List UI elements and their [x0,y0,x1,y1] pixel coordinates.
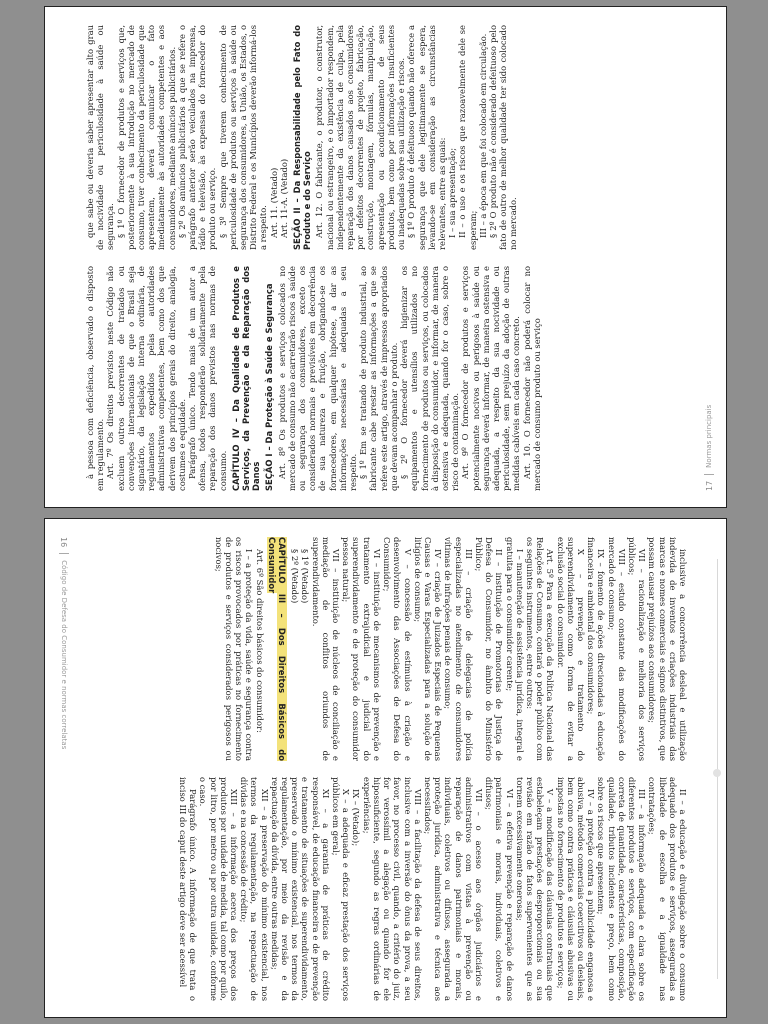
paragraph: XII – a preservação do mínimo existencial, nos termos da regulamentação, na repactuação de dívidas e na concessão de crédito; [239,777,270,1001]
right-column-1 [85,266,676,491]
footer-title: Normas principais [705,404,713,468]
paragraph: § 2º (Vetado) [290,549,301,604]
paragraph: VII – racionalização e melhoria dos serviços públicos; [626,537,648,761]
paragraph: § 2º O fornecedor deverá higienizar os equipamentos e utensílios utilizados no fornecimento de produtos ou serviços, ou colocados à disposição do consumidor, e informar, de maneira ostensiva e adequada, quando for o caso, sobre o risco de contaminação. [399,266,461,491]
left-column-1 [97,537,688,761]
section-heading: CAPÍTULO IV – Da Qualidade de Produtos e Serviços, da Prevenção e da Reparação dos Danos [230,266,262,491]
paragraph: XI – a garantia de práticas de crédito responsável, de educação financeira e de prevenção e tratamento de situações de superendividamento, preservado o mínimo existencial, nos termos da regulamentação, por meio da revisão e da repactuação da dívida, entre outras medidas; [269,777,331,1001]
paragraph: III – criação de delegacias de polícia especializadas no atendimento de consumidores vítimas de infrações penais de consumo; [443,537,474,761]
paragraph: Parágrafo único. Tendo mais de um autor a ofensa, todos responderão solidariamente pela reparação dos danos previstos nas normas de consumo. [187,266,228,491]
page-number: 17 [704,480,714,491]
paragraph: III – a época em que foi colocado em circulação. [477,33,488,238]
paragraph: § 1º O fornecedor de produtos e serviços que, posteriormente à sua introdução no mercado de consumo, tiver conhecimento da periculosidade que apresentem, deverá comunicar o fato imediatamente às autoridades competentes e aos consumidores, mediante anúncios publicitários. [115,25,177,250]
section-heading: SEÇÃO II – Da Responsabilidade pelo Fato do Produto e do Serviço [292,25,313,250]
page-number: 16 [59,537,69,548]
section-heading: CAPÍTULO III – Dos Direitos Básicos do Consumidor [266,537,288,761]
paragraph: Art. 5º Para a execução da Política Nacional das Relações de Consumo, contará o poder público com os seguintes instrumentos, entre outros: [524,537,556,761]
footer-divider [59,553,69,554]
paragraph: VII – instituição de núcleos de conciliação e mediação de conflitos oriundos de superendividamento. [310,537,342,761]
paragraph: I – sua apresentação; [447,147,458,238]
paragraph: Art. 6º São direitos básicos do consumidor: [254,549,265,733]
paragraph: II – a educação e divulgação sobre o consumo adequado dos produtos e serviços, asseguradas a liberdade de escolha e a igualdade nas contratações; [647,777,688,1001]
paragraph: VIII – estudo constante das modificações do mercado de consumo; [606,537,627,761]
paragraph: XIII – a informação acerca dos preços dos produtos por unidade de medida, tal como por quilo, por litro, por metro ou por outra unidade, conforme o caso. [198,777,240,1001]
paragraph: § 2º O produto não é considerado defeituoso pelo fato de outro de melhor qualidade ter sido colocado no mercado. [487,25,519,250]
page-top-ornament [713,559,718,979]
paragraph: V – concessão de estímulos à criação e desenvolvimento das Associações de Defesa do Consumidor; [382,537,413,761]
paragraph: II – o uso e os riscos que razoavelmente dele se esperam; [457,25,478,250]
footer-divider [704,474,714,475]
paragraph: IV – criação de Juizados Especiais de Pequenas Causas e Varas Especializadas para a solução de litígios de consumo; [412,537,444,761]
right-page [44,6,727,508]
right-page-content [45,7,727,508]
right-footer [704,25,714,491]
paragraph: Parágrafo único. A informação de que trata o inciso III do caput deste artigo deve ser acessível [178,777,199,1001]
paragraph: IX – fomento de ações direcionadas à educação financeira e ambiental dos consumidores; [586,537,607,761]
left-column-2 [97,777,688,1001]
right-columns [85,25,676,491]
paragraph: IX – (Vetado); [351,789,362,847]
left-footer [59,537,69,1001]
paragraph: Art. 12. O fabricante, o produtor, o construtor, nacional ou estrangeiro, e o importador respondem, independentemente da existência de culpa, pela reparação dos danos causados aos consumidores por defeitos decorrentes de projeto, fabricação, construção, montagem, fórmulas, manipulação, apresentação ou acondicionamento de seus produtos, bem como por informações insuficientes ou inadequadas sobre sua utilização e riscos. [314,25,407,250]
paragraph: VI – instituição de mecanismos de prevenção e tratamento extrajudicial e judicial do superendividamento e de proteção do consumidor pessoa natural; [341,537,382,761]
paragraph: Art. 9º O fornecedor de produtos e serviços potencialmente nocivos ou perigosos à saúde ou segurança deverá informar, de maneira ostensiva e adequada, a respeito da sua nocividade ou periculosidade, sem prejuízo da adoção de outras medidas cabíveis em cada caso concreto. [460,266,522,491]
paragraph: I – manutenção de assistência jurídica, integral e gratuita para o consumidor carente; [504,537,525,761]
paragraph: § 1º (Vetado) [300,549,311,604]
paragraph: § 1º Em se tratando de produto industrial, ao fabricante cabe prestar as informações a que se refere este artigo, através de impressos apropriados que devam acompanhar o produto. [358,266,399,491]
paragraph: X – a adequada e eficaz prestação dos serviços públicos em geral; [331,777,352,1001]
left-columns [97,537,688,1001]
paragraph: que sabe ou deveria saber apresentar alto grau de nocividade ou periculosidade à saúde ou segurança. [85,25,116,250]
paragraph: VII – o acesso aos órgãos judiciários e administrativos com vistas à prevenção ou reparação de danos patrimoniais e morais, individuais, coletivos ou difusos, assegurada a proteção jurídica, administrativa e técnica aos necessitados; [422,777,484,1001]
paragraph: Art. 8º Os produtos e serviços colocados no mercado de consumo não acarretarão riscos à saúde ou segurança dos consumidores, exceto os considerados normais e previsíveis em decorrência de sua natureza e fruição, obrigando-se os fornecedores, em qualquer hipótese, a dar as informações necessárias e adequadas a seu respeito. [276,266,359,491]
paragraph: II – instituição de Promotorias de Justiça de Defesa do Consumidor, no âmbito do Ministério Público; [473,537,505,761]
paragraph: III – a informação adequada e clara sobre os diferentes produtos e serviços, com especificação correta de quantidade, características, composição, qualidade, tributos incidentes e preço, bem como sobre os riscos que apresentem; [596,777,648,1001]
left-page-content [45,519,727,1018]
paragraph: VI – a efetiva prevenção e reparação de danos patrimoniais e morais, individuais, coletivos e difusos; [484,777,515,1001]
paragraph: I – a proteção da vida, saúde e segurança contra os riscos provocados por práticas no fornecimento de produtos e serviços considerados perigosos ou nocivos; [213,537,255,761]
left-page [44,518,727,1018]
paragraph: Art. 11-A. (Vetado) [278,158,289,238]
footer-title: Código de Defesa do Consumidor e normas correlatas [60,560,68,750]
right-column-2 [85,25,676,250]
paragraph: X – prevenção e tratamento do superendividamento como forma de evitar a exclusão social do consumidor. [555,537,586,761]
paragraph: inclusive a concorrência desleal e utilização indevida de inventos e criações industriais das marcas e nomes comerciais e signos distintivos, que possam causar prejuízos aos consumidores; [647,537,688,761]
section-heading: SEÇÃO I – Da Proteção à Saúde e Segurança [264,283,275,491]
paragraph: § 3º Sempre que tiverem conhecimento de periculosidade de produtos ou serviços à saúde ou segurança dos consumidores, a União, os Estados, o Distrito Federal e os Municípios deverão informá-los a respeito. [217,25,269,250]
paragraph: à pessoa com deficiência, observado o disposto em regulamento. [85,266,106,491]
paragraph: V – a modificação das cláusulas contratuais que estabeleçam prestações desproporcionais ou sua revisão em razão de fatos supervenientes que as tornem excessivamente onerosas; [514,777,556,1001]
paragraph: VIII – a facilitação da defesa de seus direitos, inclusive com a inversão do ônus da prova, a seu favor, no processo civil, quando, a critério do juiz, for verossímil a alegação ou quando for ele hipossuficiente, segundo as regras ordinárias de experiências; [361,777,423,1001]
paragraph: Art. 10. O fornecedor não poderá colocar no mercado de consumo produto ou serviço [521,266,542,491]
paragraph: Art. 7º Os direitos previstos neste Código não excluem outros decorrentes de tratados ou convenções internacionais de que o Brasil seja signatário, da legislação interna ordinária, de regulamentos expedidos pelas autoridades administrativas competentes, bem como dos que derivem dos princípios gerais do direito, analogia, costumes e equidade. [105,266,187,491]
paragraph: Art. 11. (Vetado) [268,167,279,238]
paragraph: § 2º Os anúncios publicitários a que se refere o parágrafo anterior serão veiculados na imprensa, rádio e televisão, às expensas do fornecedor do produto ou serviço. [176,25,218,250]
paragraph: IV – a proteção contra a publicidade enganosa e abusiva, métodos comerciais coercitivos ou desleais, bem como contra práticas e cláusulas abusivas ou impostas no fornecimento de produtos e serviços; [555,777,597,1001]
paragraph: § 1º O produto é defeituoso quando não oferece a segurança que dele legitimamente se espera, levando-se em consideração as circunstâncias relevantes, entre as quais: [406,25,447,250]
